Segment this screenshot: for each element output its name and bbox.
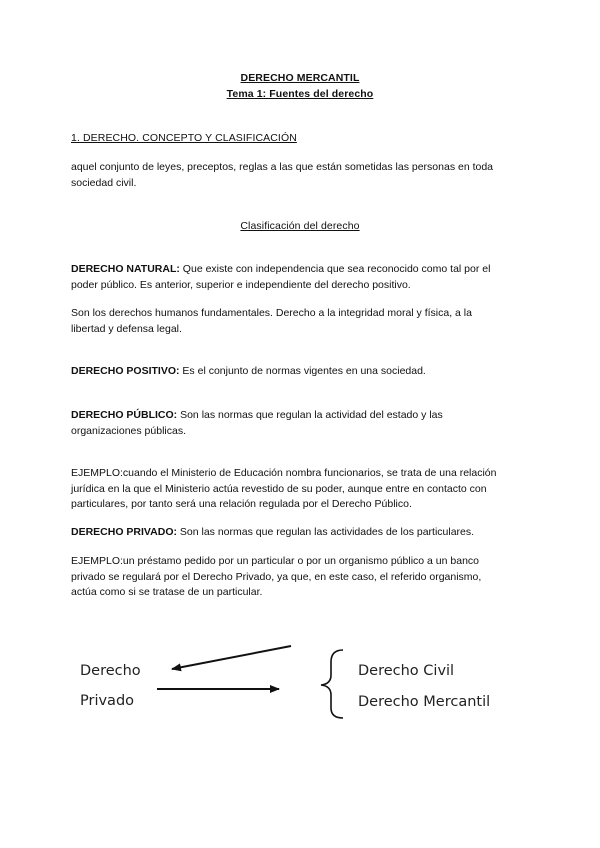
section-heading: 1. DERECHO. CONCEPTO Y CLASIFICACIÓN [71, 132, 297, 144]
curly-brace-icon [321, 650, 343, 718]
paragraph-line: privado se regulará por el Derecho Privado, ya que, en este caso, el referido organismo, [71, 570, 482, 583]
paragraph-line: sociedad civil. [71, 176, 137, 189]
diagram-label-left-line2: Privado [80, 693, 135, 705]
paragraph-line: Son los derechos humanos fundamentales. Derecho a la integridad moral y física, a la [71, 307, 472, 319]
term-label: DERECHO PRIVADO: [71, 526, 177, 538]
private-law-paragraph [71, 525, 531, 541]
public-law-paragraph [71, 408, 531, 439]
definition-paragraph [71, 160, 531, 191]
human-rights-paragraph [71, 306, 531, 337]
classification-diagram [0, 630, 600, 730]
paragraph-line: organizaciones públicas. [71, 424, 186, 437]
paragraph-line: actúa como si se tratase de un particular. [71, 586, 263, 598]
positive-law-paragraph [71, 364, 531, 380]
paragraph-text: Es el conjunto de normas vigentes en una sociedad. [179, 365, 426, 377]
document-subtitle: Tema 1: Fuentes del derecho [226, 88, 374, 100]
paragraph-line: jurídica en la que el Ministerio actúa revestido de su poder, aunque entre en contacto con [71, 482, 487, 495]
example-private-paragraph [71, 554, 531, 601]
diagram-arrows [0, 630, 600, 730]
document-title: DERECHO MERCANTIL [240, 72, 360, 84]
diagram-label-left-line1: Derecho [80, 663, 141, 679]
paragraph-text: Son las normas que regulan las actividades de los particulares. [176, 526, 475, 538]
paragraph-line: EJEMPLO:cuando el Ministerio de Educación nombra funcionarios, se trata de una relación [71, 467, 497, 479]
paragraph-line: poder público. Es anterior, superior e independiente del derecho positivo. [71, 278, 411, 291]
example-public-paragraph [71, 466, 531, 513]
paragraph-line: particulares, por tanto será una relación regulada por el Derecho Público. [71, 498, 412, 510]
paragraph-line: EJEMPLO:un préstamo pedido por un particular o por un organismo público a un banco [71, 555, 479, 567]
arrow-left [172, 646, 291, 669]
paragraph-line: aquel conjunto de leyes, preceptos, reglas a las que están sometidas las personas en toda [71, 161, 494, 173]
term-label: DERECHO NATURAL: [71, 263, 180, 275]
diagram-item-civil: Derecho Civil [358, 663, 455, 679]
natural-law-paragraph [71, 262, 531, 293]
paragraph-text: Que existe con independencia que sea reconocido como tal por el [179, 263, 491, 275]
paragraph-line: libertad y defensa legal. [71, 322, 182, 335]
paragraph-text: Son las normas que regulan la actividad del estado y las [177, 409, 443, 421]
term-label: DERECHO PÚBLICO: [71, 409, 178, 421]
term-label: DERECHO POSITIVO: [71, 365, 180, 377]
diagram-item-mercantil: Derecho Mercantil [358, 694, 491, 710]
classification-heading: Clasificación del derecho [240, 220, 360, 232]
